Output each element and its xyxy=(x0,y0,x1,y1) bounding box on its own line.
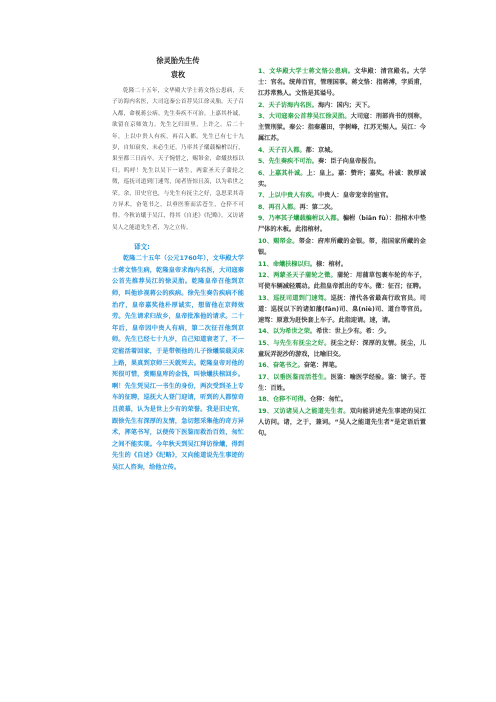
note-headword: 文华殿大学士蒋文恪公患病。 xyxy=(269,68,355,75)
note-headword: 乃率其子爔载楄柎以入都。 xyxy=(268,215,343,223)
note-headword: 又访诸吴人之能道先生者。 xyxy=(273,407,350,415)
note-number: 4、 xyxy=(258,146,269,154)
note-body: 楄柎（biān fù）：指棺木中垫尸体的木板。此指棺材。 xyxy=(258,215,427,234)
note-item xyxy=(258,111,426,144)
note-headword: 巡抚司道到门速驾。 xyxy=(273,294,331,302)
note-number: 11、 xyxy=(258,260,273,268)
note-item xyxy=(258,270,426,292)
page-title: 徐灵胎先生传 xyxy=(156,56,200,65)
note-body: 抚尘之好：深厚的友情。抚尘，儿童玩弄泥沙的游戏，比喻旧交。 xyxy=(258,339,426,358)
note-number: 12、 xyxy=(258,271,274,279)
note-headword: 命爔扶榇以归。 xyxy=(272,260,317,268)
note-body: 希世：世上少有。希：少。 xyxy=(316,328,391,336)
left-column xyxy=(112,55,244,474)
note-item xyxy=(258,326,426,337)
note-item xyxy=(258,406,426,439)
note-item xyxy=(258,156,426,167)
note-number: 16、 xyxy=(258,362,273,370)
note-item xyxy=(258,168,426,190)
note-item xyxy=(258,100,426,111)
notes-column xyxy=(258,66,426,440)
note-item xyxy=(258,66,426,99)
note-body: 蒲轮：用蒲草包裹车轮的车子，可使车辆减轻震动。此指皇帝派出的专车。徵：征召；征聘。 xyxy=(258,271,426,291)
note-headword: 上嘉其朴诚。 xyxy=(268,169,307,177)
note-number: 8、 xyxy=(258,203,269,211)
note-headword: 奋笔书之。 xyxy=(272,362,304,370)
note-headword: 以垂医鉴而活苍生。 xyxy=(273,373,331,381)
note-body: 巡抚：清代各省最高行政官员。司道：巡抚以下的诸如藩(fān)司、臬(niè)司、道台等官员。速驾：原意为赶快套上车子。此指迎请。速，请。 xyxy=(258,294,426,324)
note-item xyxy=(258,202,426,213)
note-number: 3、 xyxy=(258,113,269,121)
note-number: 14、 xyxy=(258,328,273,336)
note-body: 上：皇上。嘉：赞许；嘉奖。朴诚：敦厚诚实。 xyxy=(258,169,427,188)
translation-label: 译文: xyxy=(134,243,150,252)
note-body: 奏：臣子向皇帝报告。 xyxy=(318,158,380,166)
note-headword: 与先生有抚尘之好。 xyxy=(273,339,331,347)
note-item xyxy=(258,236,426,258)
note-body: 医鉴：喻医学经验。鉴：镜子。苍生：百姓。 xyxy=(258,373,426,392)
note-headword: 仓猝不可得。 xyxy=(272,396,310,404)
author-name: 袁枚 xyxy=(170,70,186,79)
note-item xyxy=(258,360,426,371)
note-item xyxy=(258,293,426,326)
note-number: 17、 xyxy=(258,373,274,381)
note-number: 9、 xyxy=(258,215,269,223)
note-headword: 赐帑金。 xyxy=(273,237,299,245)
note-headword: 两蒙圣天子蒲轮之徵。 xyxy=(273,271,337,279)
note-item xyxy=(258,145,426,156)
original-text: 乾隆二十五年，文华殿大学士蒋文恪公患病，天子访海内名医，大司寇秦公首荐吴江徐灵胎。天子召入都，命视蒋公病。先生奏疾不可治。上嘉其朴诚，欲留在京师效力。先生乞归田里，上许之。后二十年，上以中贵人有疾，再召入都。先生已有七十九岁，自知衰矣，未必生还，乃率其子爔载楄柎以行，果至都三日而卒。天子惋惜之，赐帑金，命爔扶榇以归。呜呼！先生以吴下一诸生，两蒙圣天子蒲轮之徵，巡抚司道到门速驾，闻者皆惊且羡，以为希世之荣。余，旧史官也，与先生有抚尘之好，急思采其奇方异术，奋笔书之，以垂医鉴而活苍生，仓猝不可得。今秋访爔于吴江，得其《自述》《纪略》，又访诸吴人之能道先生者，为之立传。 xyxy=(112,88,244,231)
note-item xyxy=(258,394,426,405)
note-headword: 上以中贵人有疾。 xyxy=(268,192,318,200)
note-headword: 大司寇秦公首荐吴江徐灵胎。 xyxy=(268,113,351,121)
note-body: 双向能讲述先生事迹的吴江人访问。诸，之于，兼词。“吴人之能道先生者”是定语后置句。 xyxy=(258,407,426,438)
note-body: 海内：国内；天下。 xyxy=(318,101,374,109)
note-body: 榇：棺材。 xyxy=(316,260,348,268)
note-headword: 以为希世之荣。 xyxy=(272,328,317,336)
note-number: 5、 xyxy=(258,158,269,166)
note-body: 仓猝：匆忙。 xyxy=(309,396,348,404)
note-number: 1、 xyxy=(258,68,270,75)
note-item xyxy=(258,213,426,235)
translation-text: 乾隆二十五年（公元1760年），文华殿大学士蒋文恪生病，乾隆皇帝求海内名医，大司寇秦公首先推荐吴江的徐灵胎。乾隆皇帝召他到京师，叫他诊视蒋公的疾病。徐先生奏告疾病不能治疗，皇帝嘉奖他朴厚诚实，想留他在京师效劳。先生请求归故乡，皇帝批准他的请求。二十年后，皇帝因中贵人有病，第二次征召他到京师。先生已经七十九岁，自己知道衰老了，不一定能活着回家，于是带领他的儿子徐爔装载灵床上路，果真到京师三天就死去。乾隆皇帝对他的死很可惜，赏赐皇库的金钱，叫徐爔扶棺回乡。啊！先生凭吴江一书生的身份，两次受到圣上专车的征聘，巡抚大人登门迎请，听到的人都惊奇且羡慕，认为是世上少有的荣誉。我是旧史官，跟徐先生有深厚的友情，急切想采集他的奇方异术，挥笔书写，以便传下医鉴而救治百姓，匆忙之间不能实现。今年秋天到吴江拜访徐爔，得到先生的《自述》《纪略》，又向能道说先生事迹的吴江人咨询，给他立传。 xyxy=(112,255,244,471)
note-headword: 天子召入都。 xyxy=(268,146,306,154)
note-headword: 天子访海内名医。 xyxy=(268,101,318,109)
note-body: 中贵人：皇帝宠幸的宦官。 xyxy=(318,192,393,200)
note-headword: 先生奏疾不可治。 xyxy=(268,158,318,166)
note-item xyxy=(258,259,426,270)
note-number: 15、 xyxy=(258,339,274,347)
note-number: 10、 xyxy=(258,237,274,245)
note-body: 帑金：府库所藏的金银。帑，指国家所藏的金银。 xyxy=(258,237,426,257)
note-body: 都：京城。 xyxy=(305,146,337,154)
note-body: 大司寇：刑部尚书的别称，主管刑狱。秦公：指秦蕙田，字树峰，江苏无锡人。吴江：今属江苏。 xyxy=(258,113,427,143)
note-body: 奋笔：挥笔。 xyxy=(303,362,341,370)
note-number: 7、 xyxy=(258,192,269,200)
note-item xyxy=(258,338,426,360)
note-number: 2、 xyxy=(258,101,269,109)
note-number: 19、 xyxy=(258,407,274,415)
note-item xyxy=(258,190,426,201)
note-headword: 再召入都。 xyxy=(268,203,300,211)
note-body: 文华殿：清宫殿名。大学士：官名。统帅百官，管理国事。蒋文恪：指蒋溥，字质甫，江苏常熟人。文恪是其谥号。 xyxy=(258,68,427,98)
note-number: 6、 xyxy=(258,169,269,177)
note-number: 18、 xyxy=(258,396,273,404)
note-item xyxy=(258,372,426,394)
note-body: 再：第二次。 xyxy=(299,203,337,211)
note-number: 13、 xyxy=(258,294,274,302)
